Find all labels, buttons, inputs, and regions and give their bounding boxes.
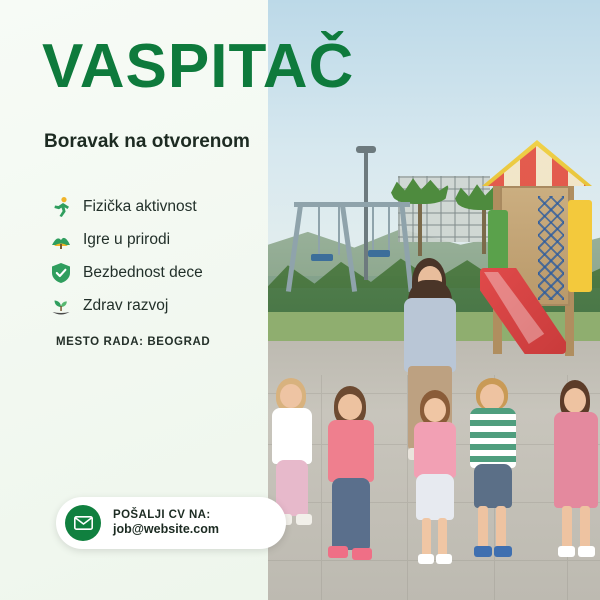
child5-leg-2 <box>580 506 590 550</box>
child4-shoe-2 <box>494 546 512 557</box>
feature-item-4 <box>50 289 270 322</box>
child4-head <box>480 384 504 410</box>
child2-shirt <box>328 420 374 482</box>
cta-line-2[interactable]: job@website.com <box>113 522 219 537</box>
child1-shoe-2 <box>296 514 312 525</box>
child4-shorts <box>474 464 512 508</box>
child4-leg-2 <box>496 506 506 550</box>
cta-line-1: POŠALJI CV NA: <box>113 509 211 521</box>
swing-seat-1 <box>311 254 333 261</box>
feature-label: Fizička aktivnost <box>83 197 197 215</box>
person-child-4 <box>464 378 526 578</box>
feature-item-1 <box>50 190 270 223</box>
lamp-head <box>356 146 376 153</box>
child2-shoe-2 <box>352 548 372 560</box>
child3-head <box>424 398 446 422</box>
child5-shoe-2 <box>578 546 595 557</box>
child3-shirt <box>414 422 456 478</box>
child5-leg <box>562 506 572 550</box>
feature-label: Bezbednost dece <box>83 263 203 281</box>
playground-yellow-panel <box>568 200 592 292</box>
swing-set <box>292 196 410 292</box>
child2-shoe <box>328 546 348 558</box>
running-person-icon <box>50 195 72 219</box>
teacher-shirt <box>404 298 456 372</box>
child5-dress <box>554 412 598 508</box>
envelope-icon <box>65 505 101 541</box>
cta-text <box>113 508 219 538</box>
feature-label: Igre u prirodi <box>83 230 171 248</box>
feature-label: Zdrav razvoj <box>83 296 169 314</box>
page-subtitle: Boravak na otvorenom <box>44 131 250 152</box>
job-location: MESTO RADA: BEOGRAD <box>56 336 211 348</box>
park-tree-icon <box>50 228 72 252</box>
child3-shoe <box>418 554 434 564</box>
child4-shoe <box>474 546 492 557</box>
feature-list <box>50 190 270 322</box>
playground-climbing-net <box>538 196 564 300</box>
feature-item-2 <box>50 223 270 256</box>
person-child-2 <box>322 386 384 586</box>
child5-head <box>564 388 586 413</box>
child4-leg <box>478 506 488 550</box>
page-title: VASPITAČ <box>42 32 355 101</box>
child4-shirt <box>470 408 516 468</box>
person-child-3 <box>410 390 466 580</box>
sprout-hand-icon <box>50 294 72 318</box>
feature-item-3 <box>50 256 270 289</box>
child3-skirt <box>416 474 454 520</box>
child3-shoe-2 <box>436 554 452 564</box>
child3-leg <box>422 518 431 558</box>
child2-pants <box>332 478 370 550</box>
shield-check-icon <box>50 261 72 285</box>
child1-head <box>280 384 302 408</box>
swing-seat-2 <box>368 250 390 257</box>
child5-shoe <box>558 546 575 557</box>
child1-shirt <box>272 408 312 464</box>
child3-leg-2 <box>438 518 447 558</box>
person-child-5 <box>550 380 600 580</box>
child2-head <box>338 394 362 420</box>
cta-contact-pill[interactable] <box>56 497 286 549</box>
